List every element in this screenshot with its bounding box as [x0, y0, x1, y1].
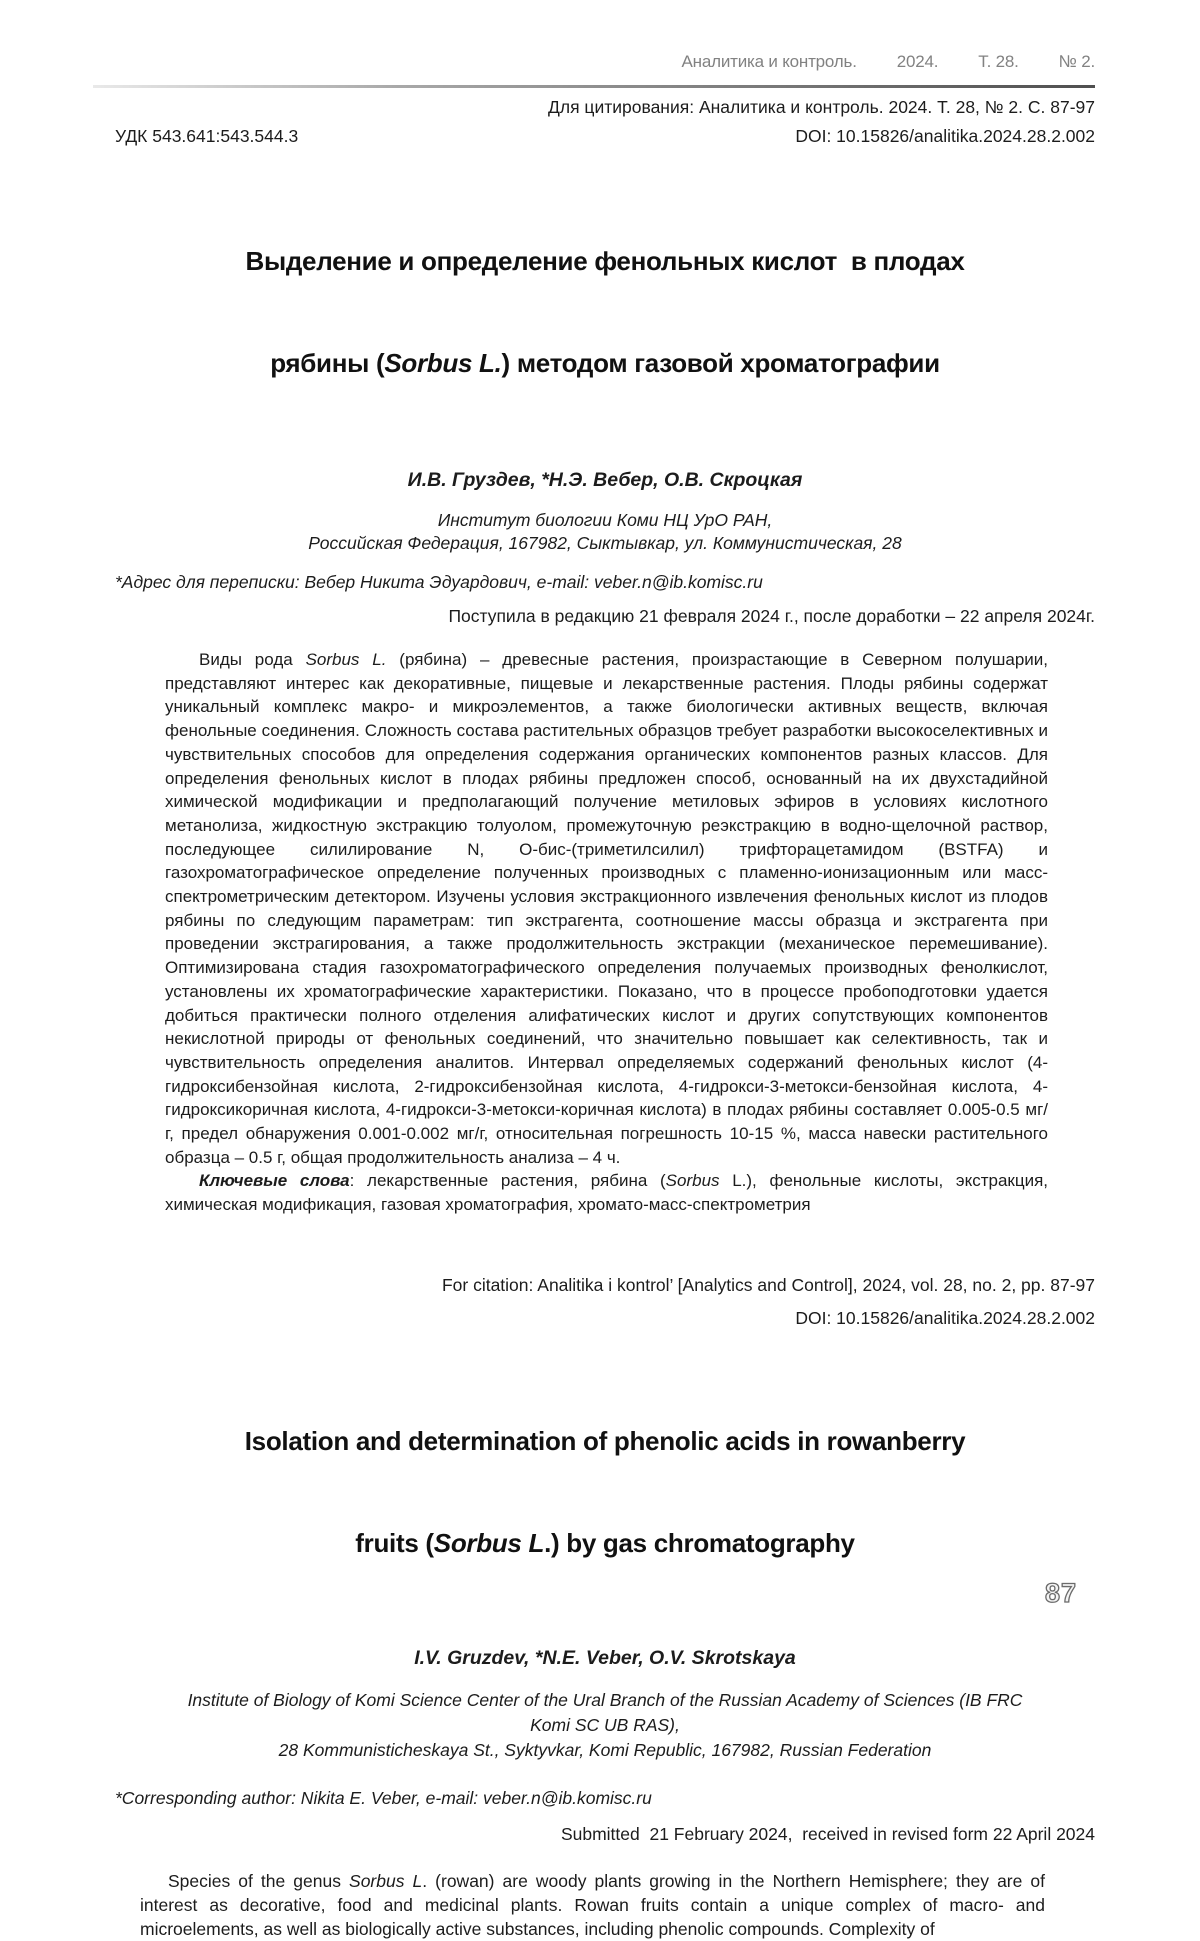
affiliation-en-line1: Institute of Biology of Komi Science Center of the Ural Branch of the Russian Academy of Sciences (IB FRC: [187, 1689, 1023, 1710]
authors-en: I.V. Gruzdev, *N.E. Veber, O.V. Skrotskaya: [414, 1646, 796, 1669]
corresponding-address-ru: *Адрес для переписки: Вебер Никита Эдуардович, e-mail: veber.n@ib.komisc.ru: [115, 572, 763, 592]
affiliation-en: [115, 1688, 1095, 1763]
authors-ru: И.В. Груздев, *Н.Э. Вебер, О.В. Скроцкая: [407, 469, 803, 491]
affiliation-ru-line1: Институт биологии Коми НЦ УрО РАН,: [437, 510, 773, 530]
running-head-issue: № 2.: [1058, 52, 1095, 71]
affiliation-ru-line2: Российская Федерация, 167982, Сыктывкар, ул. Коммунистическая, 28: [308, 533, 902, 553]
running-head-journal: Аналитика и контроль.: [681, 52, 857, 71]
submission-dates-ru: Поступила в редакцию 21 февраля 2024 г., после доработки – 22 апреля 2024г.: [448, 606, 1095, 626]
affiliation-ru: [115, 509, 1095, 555]
udc-doi-row: [115, 126, 1095, 147]
abstract-ru: [165, 648, 1048, 1217]
header-rule: [93, 85, 1095, 88]
doi-code: DOI: 10.15826/analitika.2024.28.2.002: [795, 126, 1095, 146]
for-citation-en: [115, 1274, 1095, 1330]
running-head-volume: Т. 28.: [978, 52, 1019, 71]
submission-dates-en: Submitted 21 February 2024, received in revised form 22 April 2024: [560, 1823, 1095, 1844]
article-title-en-line2: fruits (Sorbus L.) by gas chromatography: [355, 1527, 855, 1558]
keywords-ru: Ключевые слова: лекарственные растения, рябина (Sorbus L.), фенольные кислоты, экстракция, химическая модификация, газовая хроматография, хромато-масс-спектрометрия: [165, 1171, 1049, 1215]
running-head-year: 2024.: [896, 52, 939, 71]
article-title-ru: [115, 176, 1095, 448]
article-title-ru-line2: рябины (Sorbus L.) методом газовой хроматографии: [270, 348, 940, 378]
running-head: [115, 52, 1095, 72]
article-title-en: [115, 1356, 1095, 1628]
article-title-ru-line1: Выделение и определение фенольных кислот в плодах: [245, 246, 965, 276]
udc-code: УДК 543.641:543.544.3: [115, 126, 299, 146]
abstract-ru-text: Виды рода Sorbus L. (рябина) – древесные растения, произрастающие в Северном полушарии, представляют интерес как декоративные, пищевые и лекарственные растения. Плоды рябины содержат уникальный комплекс макро- и микроэлементов, а также биологически активных веществ, включая фенольные соединения. Сложность состава растительных образцов требует разработки высокоселективных и чувствительных способов для определения содержания органических компонентов разных классов. Для определения фенольных кислот в плодах рябины предложен способ, основанный на их двухстадийной химической модификации и предполагающий получение метиловых эфиров в условиях кислотного метанолиза, жидкостную экстракцию толуолом, промежуточную реэкстракцию в водно-щелочной раствор, последующее силилирование N, О-бис-(триметилсилил) трифторацетамидом (BSTFA) и газохроматографическое определение полученных производных с пламенно-ионизационным или масс-спектрометрическим детектором. Изучены условия экстракционного извлечения фенольных кислот из плодов рябины по следующим параметрам: тип экстрагента, соотношение массы образца и экстрагента при проведении экстрагирования, а также продолжительность экстракции (механическое перемешивание). Оптимизирована стадия газохроматографического определения получаемых производных фенолкислот, установлены их хроматографические характеристики. Показано, что в процессе пробоподготовки удается добиться практически полного отделения алифатических кислот и других сопутствующих компонентов некислотной природы от фенольных соединений, что значительно повышает как селективность, так и чувствительность определения аналитов. Интервал определяемых содержаний фенольных кислот (4-гидроксибензойная кислота, 2-гидроксибензойная кислота, 4-гидрокси-3-метокси-бензойная кислота, 4-гидроксикоричная кислота, 4-гидрокси-3-метокси-коричная кислота) в плодах рябины составляет 0.005-0.5 мг/г, предел обнаружения 0.001-0.002 мг/г, относительная погрешность 10-15 %, масса навески растительного образца – 0.5 г, общая продолжительность анализа – 4 ч.: [165, 650, 1048, 1167]
affiliation-en-line2: Komi SC UB RAS),: [530, 1714, 680, 1735]
abstract-en-text: Species of the genus Sorbus L. (rowan) are woody plants growing in the Northern Hemisphere; they are of interest as decorative, food and medicinal plants. Rowan fruits contain a unique complex of macro- and microelements, as well as biologically active substances, including phenolic compounds. Complexity of: [140, 1870, 1046, 1939]
page-number: 87: [1044, 1578, 1077, 1608]
for-citation-en-doi: DOI: 10.15826/analitika.2024.28.2.002: [795, 1307, 1095, 1328]
citation-ru: Для цитирования: Аналитика и контроль. 2024. Т. 28, № 2. С. 87-97: [548, 97, 1095, 117]
article-title-en-line1: Isolation and determination of phenolic acids in rowanberry: [244, 1425, 966, 1456]
abstract-en: [140, 1869, 1045, 1941]
for-citation-en-line1: For citation: Analitika i kontrol’ [Analytics and Control], 2024, vol. 28, no. 2, pp. 87-97: [441, 1274, 1095, 1295]
corresponding-author-en: *Corresponding author: Nikita E. Veber, e-mail: veber.n@ib.komisc.ru: [115, 1787, 652, 1808]
affiliation-en-line3: 28 Kommunisticheskaya St., Syktyvkar, Komi Republic, 167982, Russian Federation: [278, 1739, 932, 1760]
